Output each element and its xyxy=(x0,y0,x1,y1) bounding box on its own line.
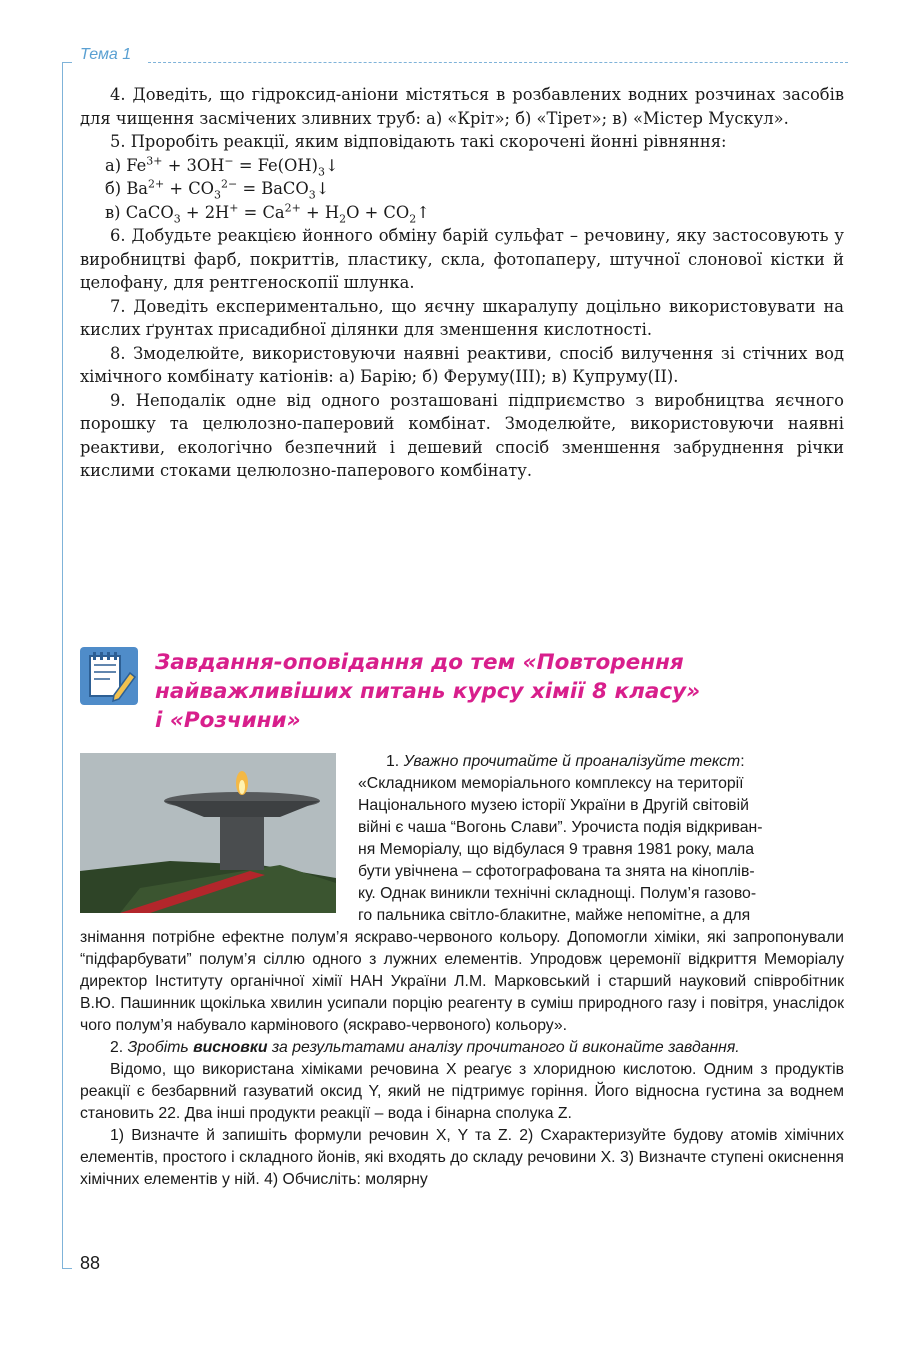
story-questions: 1) Визначте й запишіть формули речовин X, Y та Z. 2) Схарактеризуйте будову атомів хімічних елементів, простого і складного йонів, які входять до складу речовини X. 3) Визначте ступені окиснення хімічних елементів у ній. 4) Обчисліть: молярну xyxy=(80,1127,844,1188)
story-line-7: го пальника світло-блакитне, майже непомітне, а для xyxy=(358,907,751,924)
task-8: 8. Змоделюйте, використовуючи наявні реактиви, спосіб вилучення зі стічних вод хімічного комбінату катіонів: а) Барію; б) Феруму(ІІІ); в) Купруму(ІІ). xyxy=(80,343,844,386)
task-5: 5. Проробіть реакції, яким відповідають такі скорочені йонні рівняння: xyxy=(110,132,727,151)
margin-tick-bottom xyxy=(62,1268,72,1269)
margin-tick-top xyxy=(62,62,72,63)
story-line-6: ку. Однак виникли технічні складнощі. Полум’я газово- xyxy=(358,885,757,902)
section-heading-line-3: і «Розчини» xyxy=(155,708,301,733)
task-list xyxy=(80,83,844,483)
notebook-pencil-icon xyxy=(80,647,138,705)
equation-a: а) $Fe^{3+} + 3OH^-$ = $Fe(OH)_3↓$ xyxy=(105,154,339,178)
memorial-photo xyxy=(80,753,336,913)
story-line-1: «Складником меморіального комплексу на території xyxy=(358,775,744,792)
topic-label: Тема 1 xyxy=(80,46,132,63)
page-number: 88 xyxy=(80,1253,101,1273)
task-4: 4. Доведіть, що гідроксид-аніони містяться в розбавлених водних розчинах засобів для чищення засмічених зливних труб: а) «Кріт»; б) «Тірет»; в) «Містер Мускул». xyxy=(80,85,844,128)
story-known: Відомо, що використана хіміками речовина X реагує з хлоридною кислотою. Одним з продуктів реакції є безбарвний газуватий оксид Y, який не підтримує горіння. Його відносна густина за воднем становить 22. Два інші продукти реакції – вода і бінарна сполука Z. xyxy=(80,1061,844,1122)
story-line-5: бути увічнена – сфотографована та знята на кіноплів- xyxy=(358,863,755,880)
equation-b: б) $Ba^{2+} + CO_3^{2-}$ = BaCO$_3$↓ xyxy=(105,177,330,202)
task-7: 7. Доведіть експериментально, що яєчну шкаралупу доцільно використовувати на кислих ґрунтах присадибної ділянки для зменшення кислотності. xyxy=(80,296,844,339)
section-heading xyxy=(155,648,795,735)
margin-rule xyxy=(62,62,63,1268)
task-9: 9. Неподалік одне від одного розташовані підприємство з виробництва яєчного порошку та целюлозно-паперовий комбінат. Змоделюйте, використовуючи наявні реактиви, екологічно безпечний і дешевий спосіб зменшення забруднення річки кислими стоками целюлозно-паперового комбінату. xyxy=(80,390,844,480)
task-6: 6. Добудьте реакцією йонного обміну барій сульфат – речовину, яку застосовують у виробництві фарб, покриттів, пластику, скла, фотопаперу, штучної слонової кістки й целофану, для рентгеноскопії шлунка. xyxy=(80,226,844,292)
story-rest: знімання потрібне ефектне полум’я яскраво-червоного кольору. Допомогли хіміки, які запропонували “підфарбувати” полум’я сіллю одного з лужних елементів. Упродовж церемонії відкриття Меморіалу директор Інституту органічної хімії НАН України Л.М. Марковський і старший науковий співробітник В.Ю. Пашинник щокілька хвилин усипали порцію реагенту в суміш природного газу і повітря, унаслідок чого полум’я набувало кармінового (яскраво-червоного) кольору». xyxy=(80,929,844,1034)
story-intro-wrapped xyxy=(358,751,844,927)
story-line-4: ня Меморіалу, що відбулася 9 травня 1981 року, мала xyxy=(358,841,755,858)
section-heading-line-1: Завдання-оповідання до тем «Повторення xyxy=(155,650,684,675)
story-line-3: війні є чаша “Вогонь Слави”. Урочиста подія відкриван- xyxy=(358,819,763,836)
story-body xyxy=(80,927,844,1191)
section-heading-line-2: найважливіших питань курсу хімії 8 класу» xyxy=(155,679,701,704)
story-task-1: 1. Уважно прочитайте й проаналізуйте текст: xyxy=(386,753,745,770)
story-line-2: Національного музею історії України в Другій світовій xyxy=(358,797,749,814)
equation-c: в) CaCO$_3$ + $2H^+ = Ca^{2+} + H_2O$ + $CO_2↑$ xyxy=(105,201,430,225)
header-rule xyxy=(148,62,848,63)
story-task-2: 2. Зробіть висновки за результатами аналізу прочитаного й виконайте завдання. xyxy=(110,1039,740,1056)
